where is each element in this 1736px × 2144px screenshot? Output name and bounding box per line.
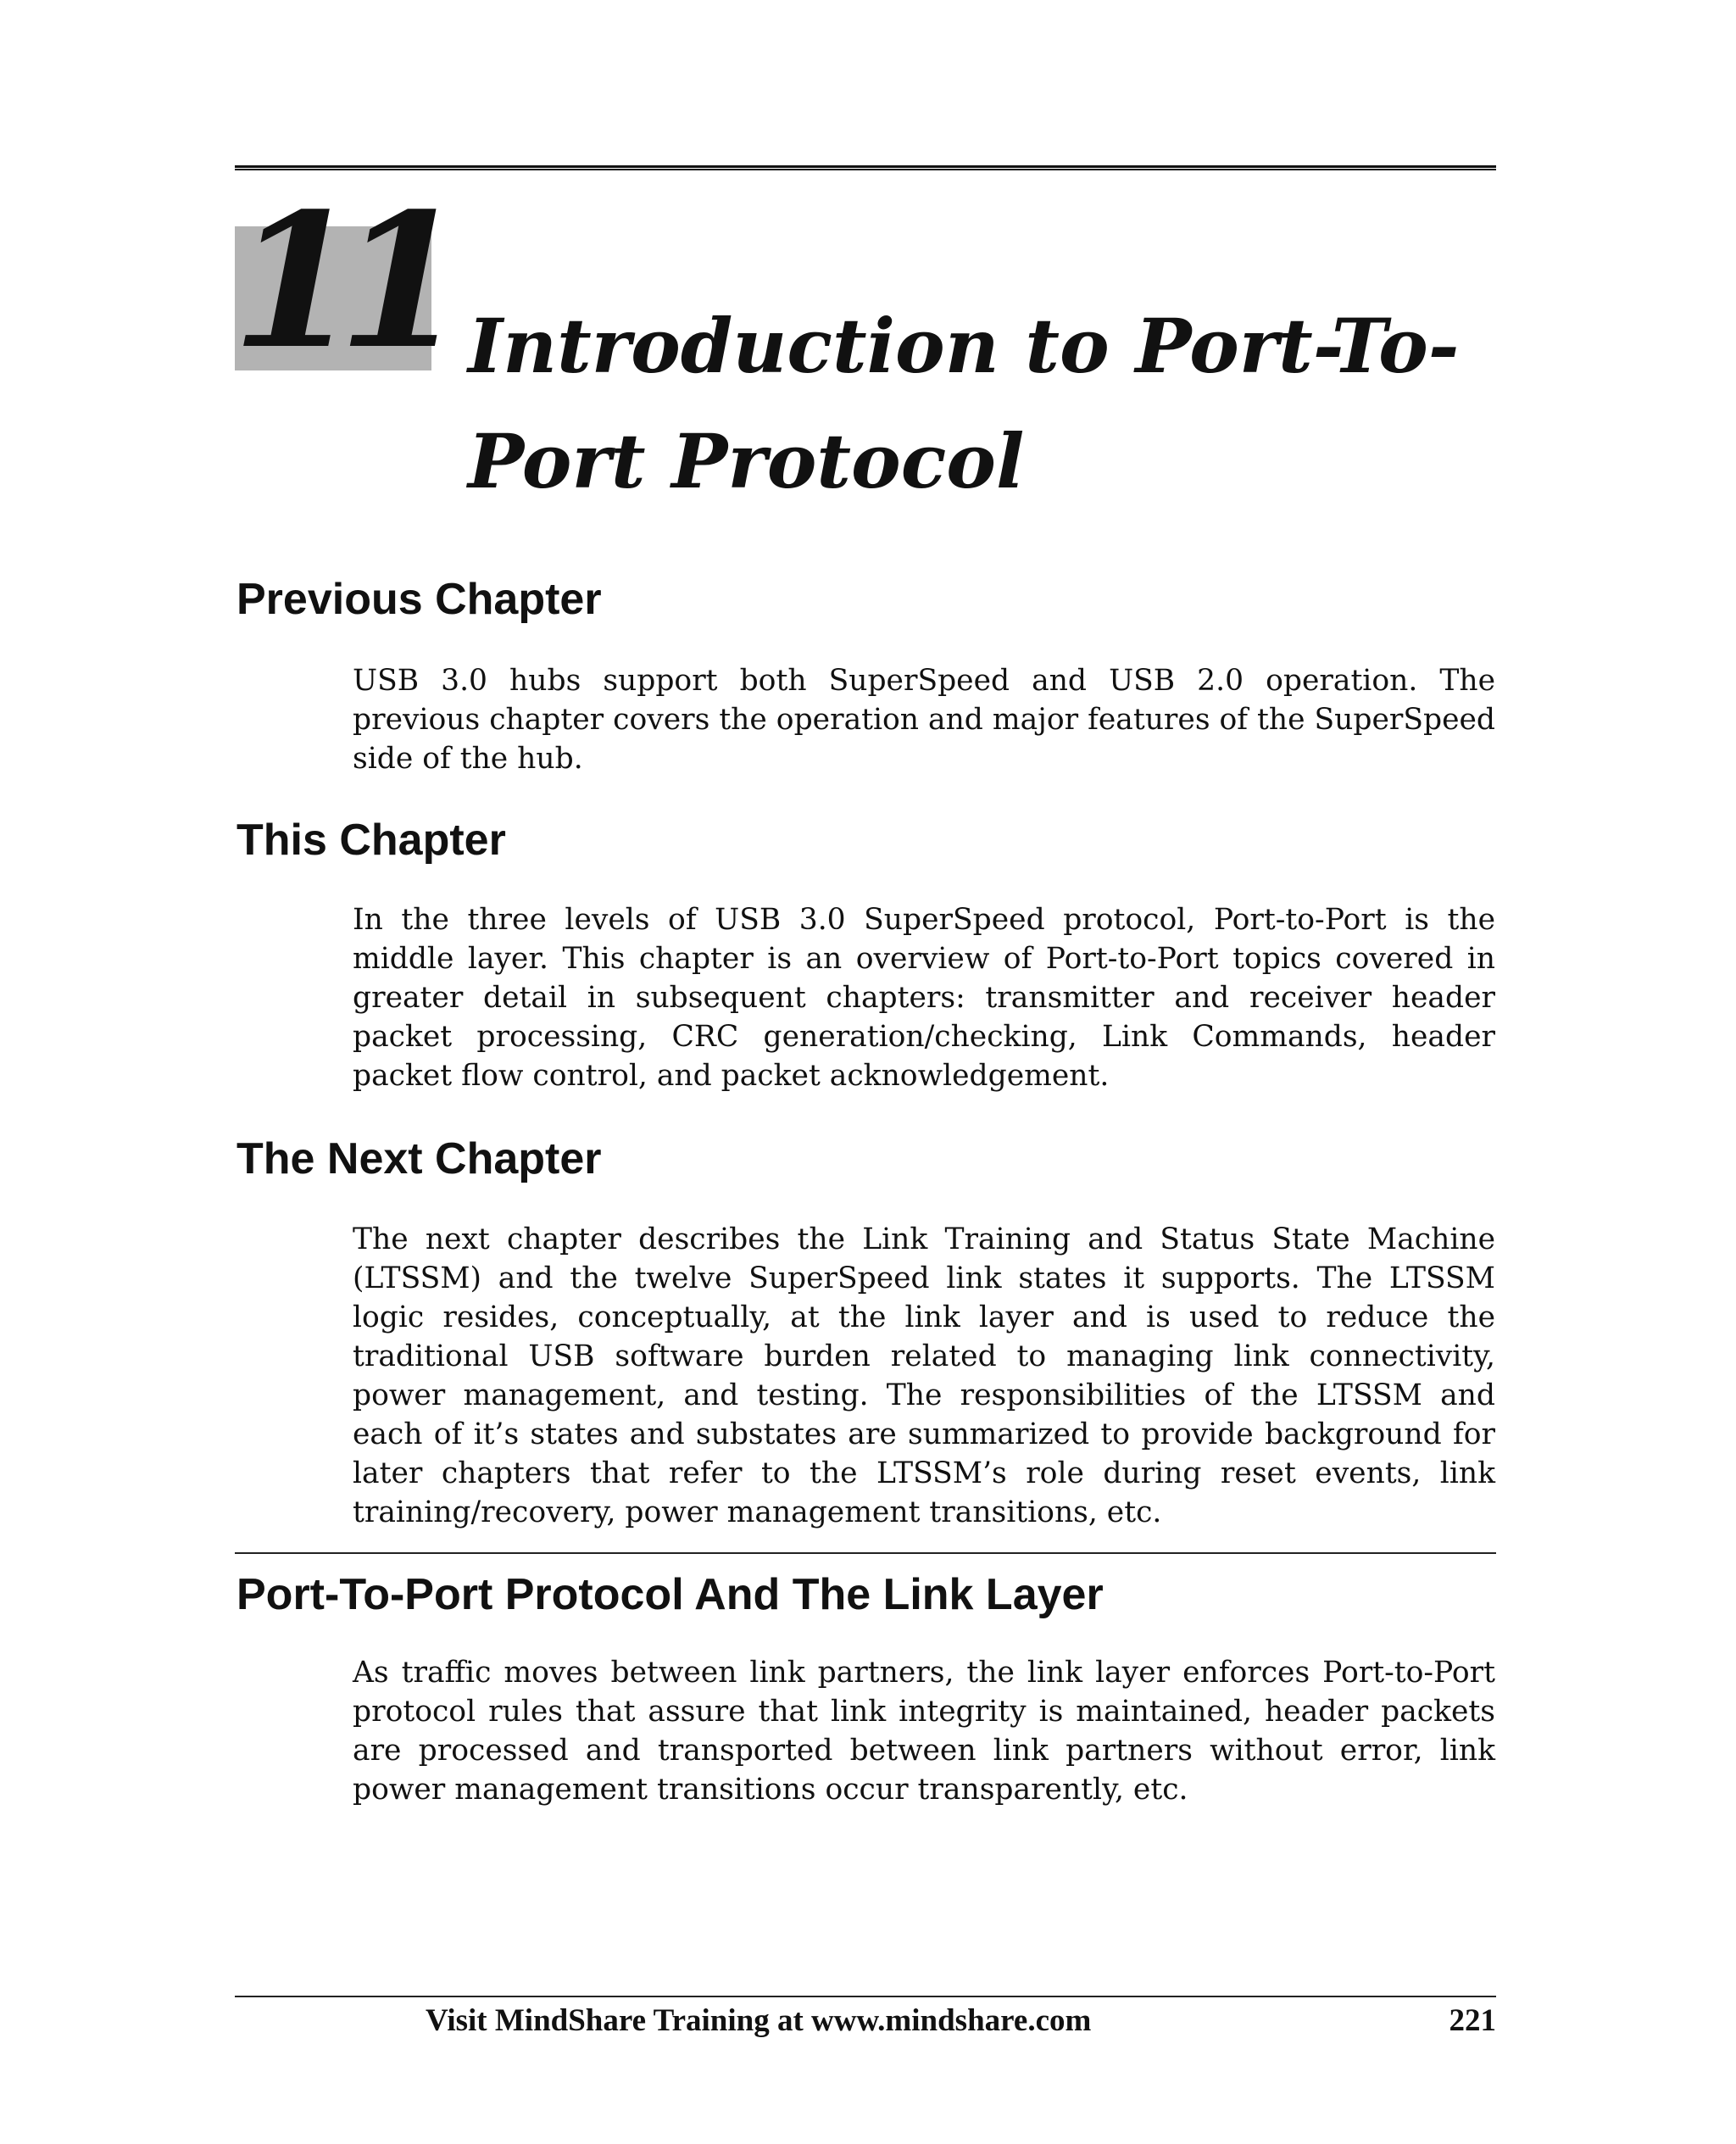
- footer-rule: [235, 1996, 1496, 1997]
- section-heading-this-chapter: This Chapter: [236, 816, 506, 865]
- section-heading-port-to-port: Port-To-Port Protocol And The Link Layer: [236, 1570, 1104, 1619]
- section-divider: [235, 1552, 1496, 1554]
- top-double-rule: [235, 165, 1496, 170]
- section-body-this-chapter: In the three levels of USB 3.0 SuperSpeed protocol, Port-to-Port is the middle layer. This chapter is an overview of Port-to-Port topics covered in greater detail in subsequent chapters: transmitter and receiver header packet processing, CRC generation/checking, Link Commands, header packet flow control, and packet acknowledgement.: [353, 903, 1495, 1093]
- page-number: 221: [1449, 2003, 1496, 2038]
- section-body-port-to-port: As traffic moves between link partners, the link layer enforces Port-to-Port protocol rules that assure that link integrity is maintained, header packets are processed and transported between link partners without error, link power management transitions occur transparently, etc.: [353, 1656, 1495, 1807]
- section-body-next-chapter: The next chapter describes the Link Training and Status State Machine (LTSSM) and the twelve SuperSpeed link states it supports. The LTSSM logic resides, conceptually, at the link layer and is used to reduce the traditional USB software burden related to managing link connectivity, power management, and testing. The responsibilities of the LTSSM and each of it’s states and substates are summarized to provide background for later chapters that refer to the LTSSM’s role during reset events, link training/recovery, power management transitions, etc.: [353, 1222, 1495, 1529]
- chapter-number-box: [231, 173, 445, 390]
- section-body-previous-chapter: USB 3.0 hubs support both SuperSpeed and USB 2.0 operation. The previous chapter covers the operation and major features of the SuperSpeed side of the hub.: [353, 664, 1495, 776]
- chapter-number: 11: [231, 173, 445, 390]
- chapter-title: Introduction to Port-To-Port Protocol: [468, 302, 1460, 505]
- section-heading-previous-chapter: Previous Chapter: [236, 575, 602, 624]
- footer-text: Visit MindShare Training at www.mindshare.com: [426, 2003, 1092, 2038]
- section-heading-next-chapter: The Next Chapter: [236, 1134, 602, 1183]
